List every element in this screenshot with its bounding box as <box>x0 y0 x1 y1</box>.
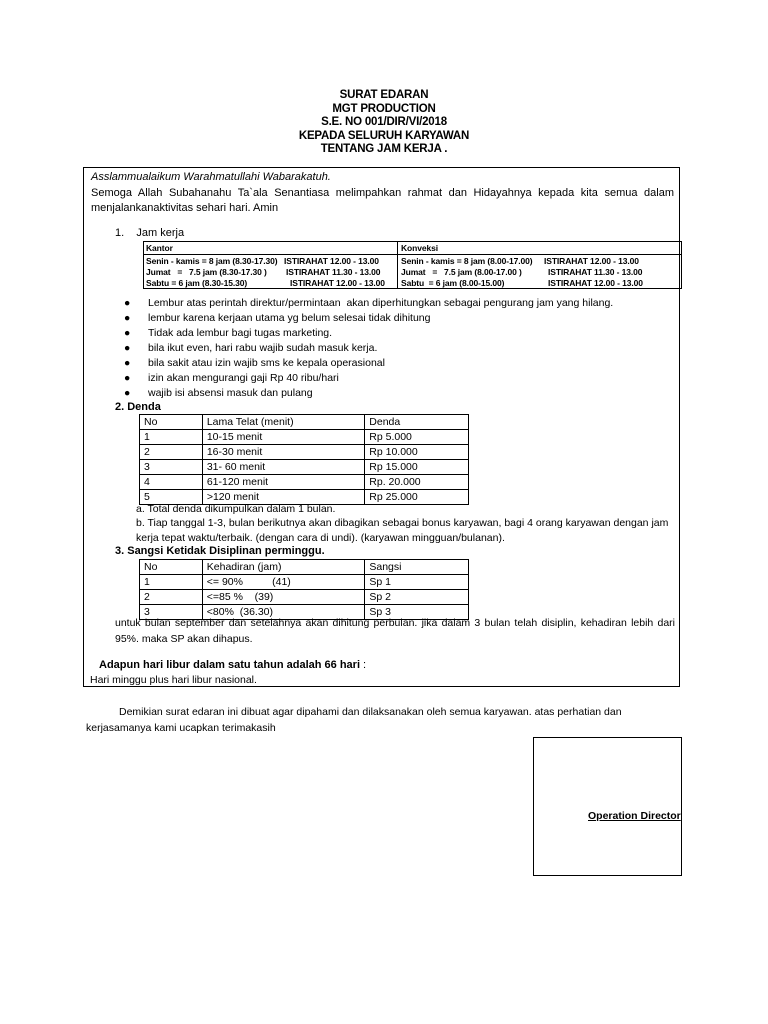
kantor-heading: Kantor <box>146 243 173 253</box>
bullet-icon: ● <box>124 297 131 309</box>
table-header-row <box>140 415 469 430</box>
letter-subject: TENTANG JAM KERJA . <box>320 143 448 155</box>
sangsi-table <box>139 559 469 620</box>
holiday-colon: : <box>360 659 367 671</box>
signature-box <box>533 737 682 876</box>
table-cell: <80% (36.30) <box>202 605 365 620</box>
list-item <box>124 356 385 371</box>
table-row <box>140 590 469 605</box>
table-cell: <=85 % (39) <box>202 590 365 605</box>
table-header-cell: No <box>140 560 203 575</box>
signature-title: Operation Director <box>588 810 681 822</box>
list-item-text: bila ikut even, hari rabu wajib sudah masuk kerja. <box>148 342 378 354</box>
table-cell: Sp 3 <box>365 605 469 620</box>
greeting: Asslammualaikum Warahmatullahi Wabarakatuh. <box>91 171 331 183</box>
holiday-heading: Adapun hari libur dalam satu tahun adalah 66 hari <box>99 659 360 671</box>
table-cell: >120 menit <box>202 490 364 505</box>
list-item-text: Lembur atas perintah direktur/permintaan akan diperhitungkan sebagai pengurang jam yang hilang. <box>148 297 614 309</box>
table-cell: Sp 1 <box>365 575 469 590</box>
bullet-icon: ● <box>124 342 131 354</box>
kantor-row-days: Sabtu = 6 jam (8.30-15.30) <box>146 278 248 288</box>
kantor-row-break: ISTIRAHAT 11.30 - 13.00 <box>286 267 381 277</box>
table-cell: 31- 60 menit <box>202 460 364 475</box>
denda-note-a: a. Total denda dikumpulkan dalam 1 bulan. <box>136 503 336 515</box>
bullet-icon: ● <box>124 312 131 324</box>
table-cell: Rp. 20.000 <box>365 475 469 490</box>
table-header-cell: Sangsi <box>365 560 469 575</box>
list-item-text: Tidak ada lembur bagi tugas marketing. <box>148 327 333 339</box>
list-item <box>124 386 313 401</box>
konveksi-row-break: ISTIRAHAT 12.00 - 13.00 <box>548 278 643 288</box>
table-row <box>140 445 469 460</box>
table-cell: 5 <box>140 490 203 505</box>
closing-paragraph: Demikian surat edaran ini dibuat agar dipahami dan dilaksanakan oleh semua karyawan. atas perhatian dan kerjasamanya kami ucapkan terimakasih <box>86 706 622 734</box>
table-header-cell: Lama Telat (menit) <box>202 415 364 430</box>
konveksi-row-days: Jumat = 7.5 jam (8.00-17.00 ) <box>401 267 522 277</box>
company-name: MGT PRODUCTION <box>332 102 436 115</box>
letter-title: SURAT EDARAN <box>339 89 429 101</box>
letter-number: S.E. NO 001/DIR/VI/2018 <box>321 116 447 128</box>
kantor-row-break: ISTIRAHAT 12.00 - 13.00 <box>290 278 385 288</box>
table-header-cell: Kehadiran (jam) <box>202 560 365 575</box>
table-cell: 61-120 menit <box>202 475 364 490</box>
table-header-cell: No <box>140 415 203 430</box>
table-cell: 3 <box>140 460 203 475</box>
section-denda-title: 2. Denda <box>115 401 161 413</box>
list-item-text: izin akan mengurangi gaji Rp 40 ribu/hari <box>148 372 339 384</box>
table-header-cell: Denda <box>365 415 469 430</box>
list-item-text: lembur karena kerjaan utama yg belum selesai tidak dihitung <box>148 312 431 324</box>
bullet-icon: ● <box>124 357 131 369</box>
konveksi-row-days: Senin - kamis = 8 jam (8.00-17.00) <box>401 256 533 266</box>
konveksi-row-break: ISTIRAHAT 12.00 - 13.00 <box>544 256 639 266</box>
kantor-row-days: Senin - kamis = 8 jam (8.30-17.30) <box>146 256 278 266</box>
list-item <box>124 341 377 356</box>
list-item <box>124 296 613 311</box>
table-cell: 4 <box>140 475 203 490</box>
table-cell: 1 <box>140 430 203 445</box>
list-item <box>124 326 332 341</box>
kantor-row-break: ISTIRAHAT 12.00 - 13.00 <box>284 256 379 266</box>
denda-table <box>139 414 469 505</box>
table-cell: Rp 15.000 <box>365 460 469 475</box>
kantor-row-days: Jumat = 7.5 jam (8.30-17.30 ) <box>146 267 267 277</box>
denda-note-b: b. Tiap tanggal 1-3, bulan berikutnya akan dibagikan sebagai bonus karyawan, bagi 4 orang karyawan dengan jam kerja tepat waktu/terbaik. (dengan cara di undi). (karyawan mingguan/bulanan). <box>136 517 669 544</box>
bullet-icon: ● <box>124 327 131 339</box>
table-cell: 10-15 menit <box>202 430 364 445</box>
working-hours-divider <box>397 241 398 289</box>
konveksi-row-break: ISTIRAHAT 11.30 - 13.00 <box>548 267 643 277</box>
list-item <box>124 311 431 326</box>
table-row <box>140 575 469 590</box>
holiday-heading-line <box>99 659 366 671</box>
table-cell: Rp 25.000 <box>365 490 469 505</box>
sangsi-note: untuk bulan september dan setelahnya akan dihitung perbulan. jika dalam 3 bulan telah disiplin, kehadiran lebih dari 95%. maka SP akan dihapus. <box>115 617 675 645</box>
table-cell: 2 <box>140 445 203 460</box>
intro-paragraph: Semoga Allah Subahanahu Ta`ala Senantiasa melimpahkan rahmat dan Hidayahnya kepada kita semua dalam menjalankanaktivitas sehari hari. Amin <box>91 187 674 214</box>
bullet-icon: ● <box>124 387 131 399</box>
section-jam-kerja-title: 1. Jam kerja <box>115 227 185 239</box>
table-cell: Rp 5.000 <box>365 430 469 445</box>
table-row <box>140 460 469 475</box>
table-cell: 1 <box>140 575 203 590</box>
list-item-text: bila sakit atau izin wajib sms ke kepala operasional <box>148 357 385 369</box>
konveksi-heading: Konveksi <box>401 243 438 253</box>
bullet-icon: ● <box>124 372 131 384</box>
table-header-row <box>140 560 469 575</box>
letter-recipient: KEPADA SELURUH KARYAWAN <box>298 129 470 142</box>
table-cell: 3 <box>140 605 203 620</box>
section-sangsi-title: 3. Sangsi Ketidak Disiplinan perminggu. <box>115 545 325 557</box>
table-cell: Sp 2 <box>365 590 469 605</box>
list-item-text: wajib isi absensi masuk dan pulang <box>148 387 313 399</box>
table-cell: <= 90% (41) <box>202 575 365 590</box>
table-cell: 16-30 menit <box>202 445 364 460</box>
table-row <box>140 475 469 490</box>
table-row <box>140 430 469 445</box>
konveksi-row-days: Sabtu = 6 jam (8.00-15.00) <box>401 278 505 288</box>
table-cell: Rp 10.000 <box>365 445 469 460</box>
table-cell: 2 <box>140 590 203 605</box>
holiday-text: Hari minggu plus hari libur nasional. <box>90 674 257 686</box>
list-item <box>124 371 339 386</box>
